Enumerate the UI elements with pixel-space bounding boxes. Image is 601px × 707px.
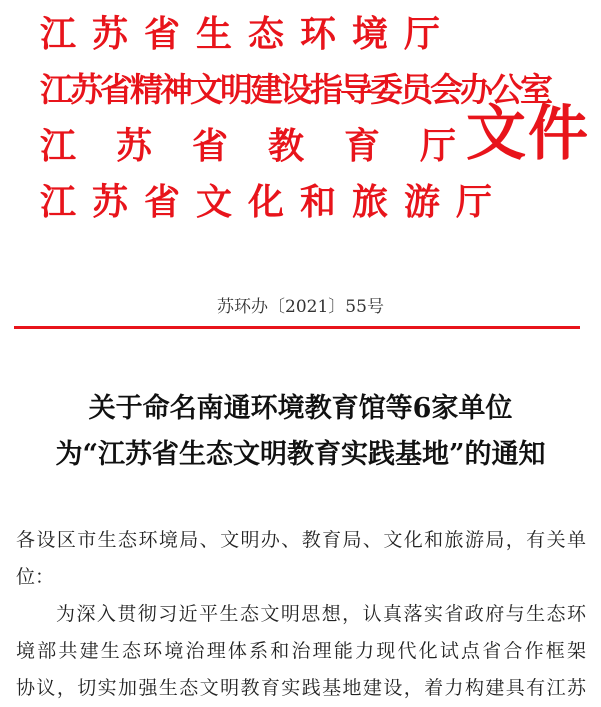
title-line-2: 为“江苏省生态文明教育实践基地”的通知 xyxy=(55,439,546,470)
issuer-civilization-office: 江苏省精神文明建设指导委员会办公室 xyxy=(40,70,550,109)
paragraph-line-3: 协议，切实加强生态文明教育实践基地建设，着力构建具有江苏 xyxy=(16,677,586,699)
issuer-culture-tourism-dept: 江苏省文化和旅游厅 xyxy=(40,181,509,223)
document-number: 苏环办〔2021〕55号 xyxy=(217,297,384,317)
notice-title xyxy=(0,386,601,478)
paragraph-line-2: 境部共建生态环境治理体系和治理能力现代化试点省合作框架 xyxy=(16,640,586,662)
document-label: 文件 xyxy=(466,99,590,169)
title-line-1: 关于命名南通环境教育馆等6家单位 xyxy=(88,393,513,424)
salutation-line-2: 位： xyxy=(16,566,55,588)
paragraph-line-1: 为深入贯彻习近平生态文明思想，认真落实省政府与生态环 xyxy=(56,603,586,625)
issuer-environment-dept: 江苏省生态环境厅 xyxy=(40,13,457,55)
red-divider xyxy=(14,326,580,329)
body-text xyxy=(16,522,586,707)
issuer-education-dept: 江苏省教育厅 xyxy=(40,125,497,167)
salutation-line-1: 各设区市生态环境局、文明办、教育局、文化和旅游局，有关单 xyxy=(16,529,586,551)
